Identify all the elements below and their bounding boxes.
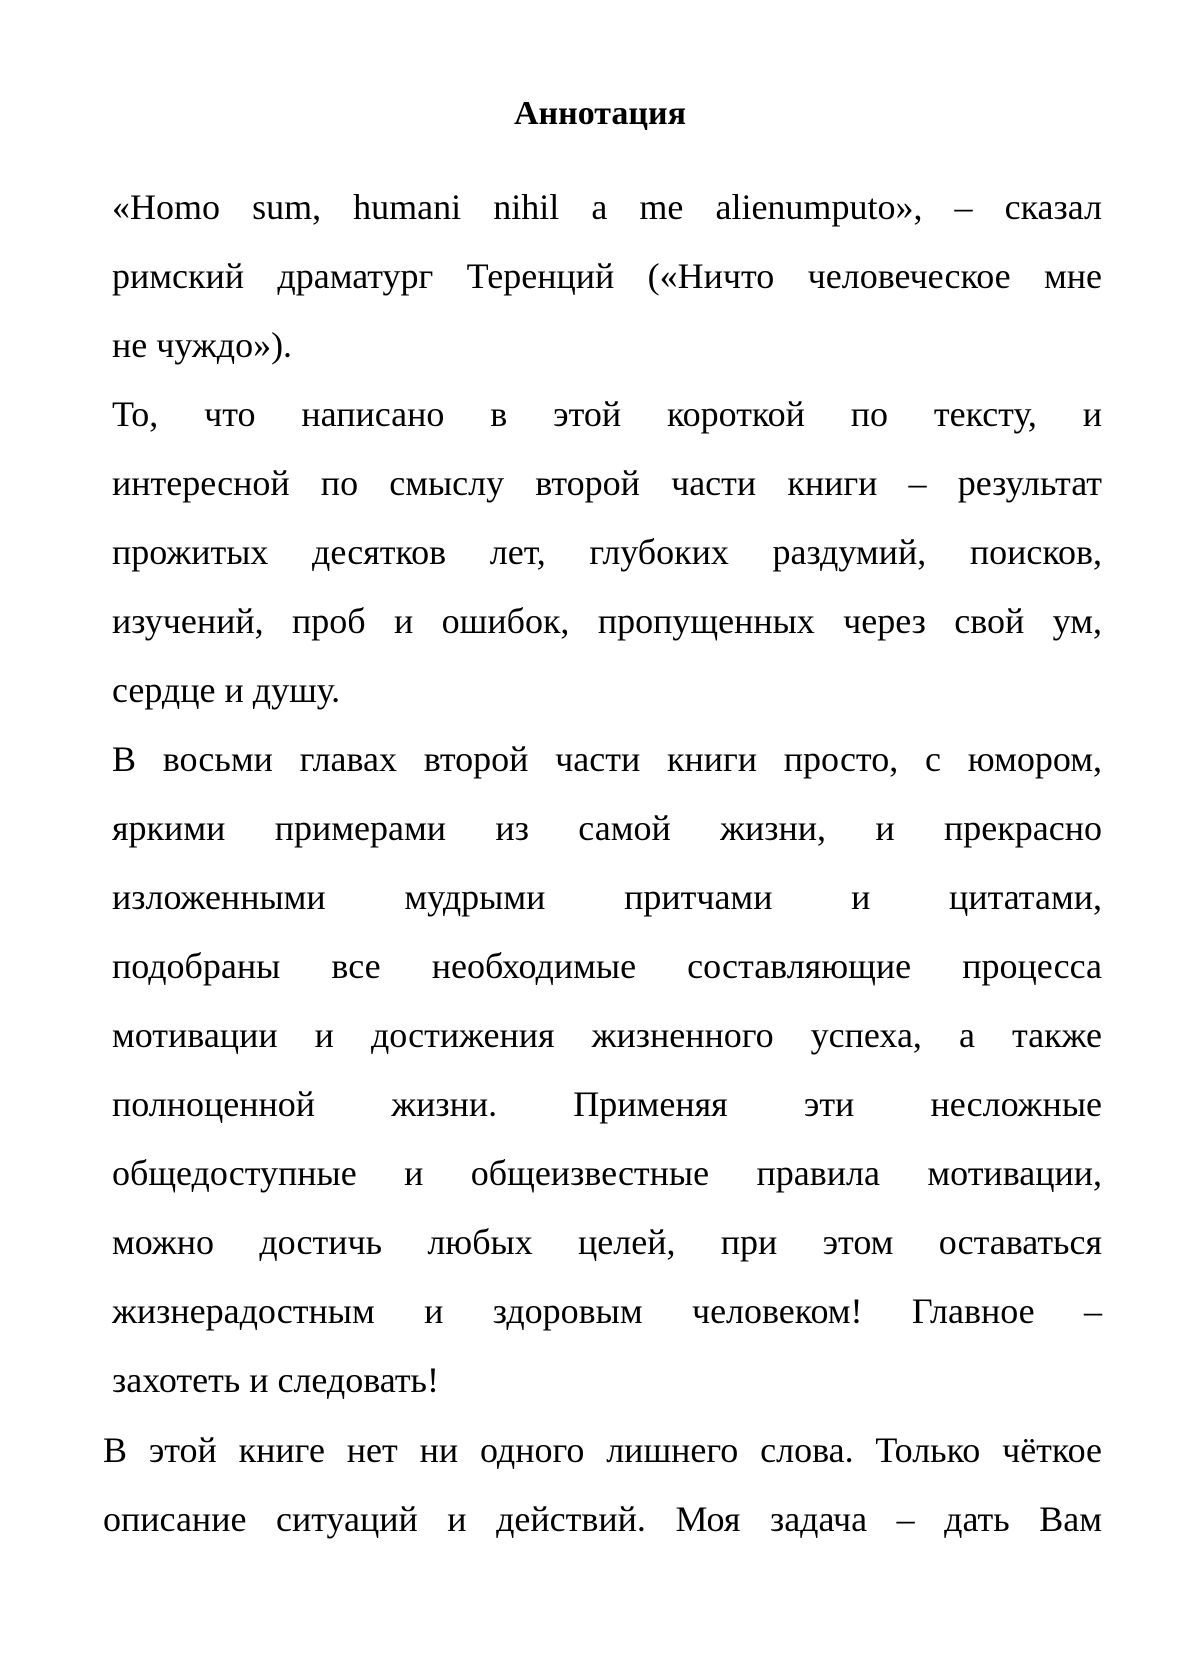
paragraph-line: сердце и душу.: [112, 670, 341, 710]
paragraph-line: В восьми главах второй части книги просто, с юмором,: [112, 739, 1102, 779]
paragraph-3: [112, 725, 1102, 1415]
paragraph-line: интересной по смыслу второй части книги – результат: [112, 463, 1102, 503]
paragraph-line: не чуждо»).: [112, 325, 293, 365]
paragraph-line: захотеть и следовать!: [112, 1360, 439, 1400]
paragraph-line: прожитых десятков лет, глубоких раздумий, поисков,: [112, 532, 1102, 572]
paragraph-line: В этой книге нет ни одного лишнего слова. Только чёткое: [103, 1430, 1102, 1470]
paragraph-line: То, что написано в этой короткой по тексту, и: [112, 394, 1102, 434]
paragraph-line: римский драматург Теренций («Ничто человеческое мне: [112, 256, 1102, 296]
paragraph-line: описание ситуаций и действий. Моя задача – дать Вам: [103, 1499, 1102, 1539]
paragraph-line: яркими примерами из самой жизни, и прекрасно: [112, 808, 1102, 848]
paragraph-line: можно достичь любых целей, при этом оставаться: [112, 1222, 1102, 1262]
paragraph-2: [112, 380, 1102, 725]
paragraph-line: полноценной жизни. Применяя эти несложные: [112, 1084, 1102, 1124]
paragraph-4: [103, 1416, 1102, 1554]
paragraph-line: изложенными мудрыми притчами и цитатами,: [112, 877, 1102, 917]
paragraph-line: мотивации и достижения жизненного успеха, а также: [112, 1015, 1102, 1055]
paragraph-line: общедоступные и общеизвестные правила мотивации,: [112, 1153, 1102, 1193]
page-title: Аннотация: [514, 95, 686, 132]
paragraph-line: изучений, проб и ошибок, пропущенных через свой ум,: [112, 601, 1102, 641]
paragraph-1: [112, 173, 1102, 380]
paragraph-line: жизнерадостным и здоровым человеком! Главное –: [112, 1291, 1102, 1331]
paragraph-line: «Homo sum, humani nihil a me alienumputo», – сказал: [112, 187, 1102, 227]
paragraph-line: подобраны все необходимые составляющие процесса: [112, 946, 1102, 986]
